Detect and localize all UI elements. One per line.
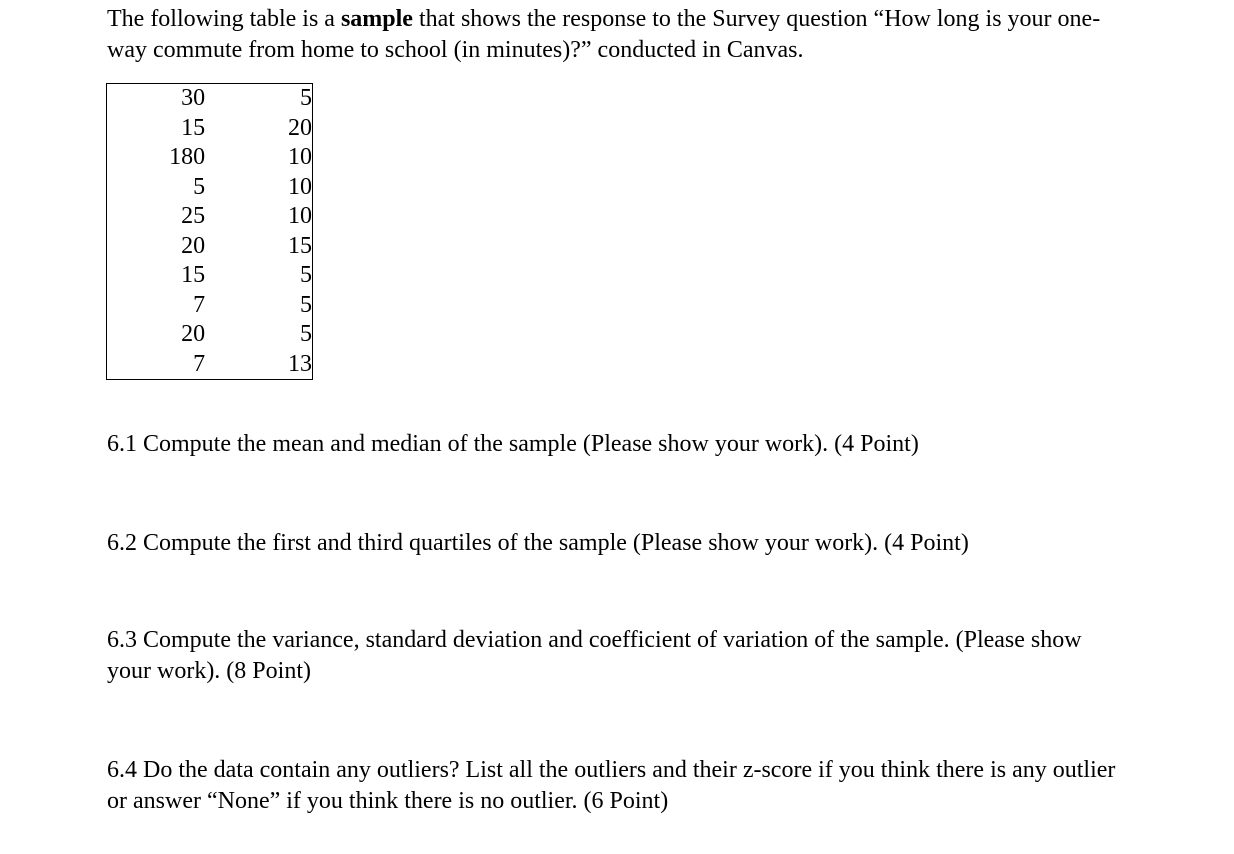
table-cell: 25 [181,203,206,229]
question-6-1: 6.1 Compute the mean and median of the sample (Please show your work). (4 Point) [107,431,919,457]
table-row [107,202,313,232]
table-row [107,350,313,380]
table-cell: 5 [300,321,312,347]
question-6-2: 6.2 Compute the first and third quartiles of the sample (Please show your work). (4 Point) [107,530,969,556]
table-cell: 30 [181,85,206,111]
intro-paragraph [107,4,1107,66]
table-cell: 10 [288,173,312,200]
table-cell: 20 [181,321,206,347]
intro-bold-sample: sample [340,6,413,32]
question-6-3: 6.3 Compute the variance, standard deviation and coefficient of variation of the sample. (Please show your work). (8 Point) [107,627,1082,684]
table-row [107,114,313,144]
table-row [107,84,313,114]
table-cell: 5 [300,85,312,111]
table-cell: 7 [193,291,206,318]
table-cell: 15 [181,114,206,141]
table-row [107,291,313,321]
table-cell: 10 [288,144,312,170]
table-cell: 15 [288,232,312,259]
table-cell: 20 [288,114,312,141]
table-cell: 7 [193,350,206,377]
table-row [107,261,313,291]
table-cell: 5 [300,262,312,288]
table-cell: 20 [181,232,206,259]
table-cell: 5 [300,291,312,318]
table-cell: 5 [193,173,206,200]
table-row [107,320,313,350]
table-cell: 180 [169,144,206,170]
table-row [107,143,313,173]
table-cell: 10 [288,203,312,229]
table-row [107,232,313,262]
question-6-4: 6.4 Do the data contain any outliers? List all the outliers and their z-score if you think there is any outlier or answer “None” if you think there is no outlier. (6 Point) [107,757,1116,814]
table-cell: 15 [181,262,206,288]
intro-text-start: The following table is a [107,6,341,32]
table-row [107,173,313,203]
intro-text-end: that shows the response to the Survey question “How long is your one-way commute from home to school (in minutes)?” conducted in Canvas. [107,6,1101,63]
sample-data-table [106,83,313,380]
table-cell: 13 [288,350,312,377]
